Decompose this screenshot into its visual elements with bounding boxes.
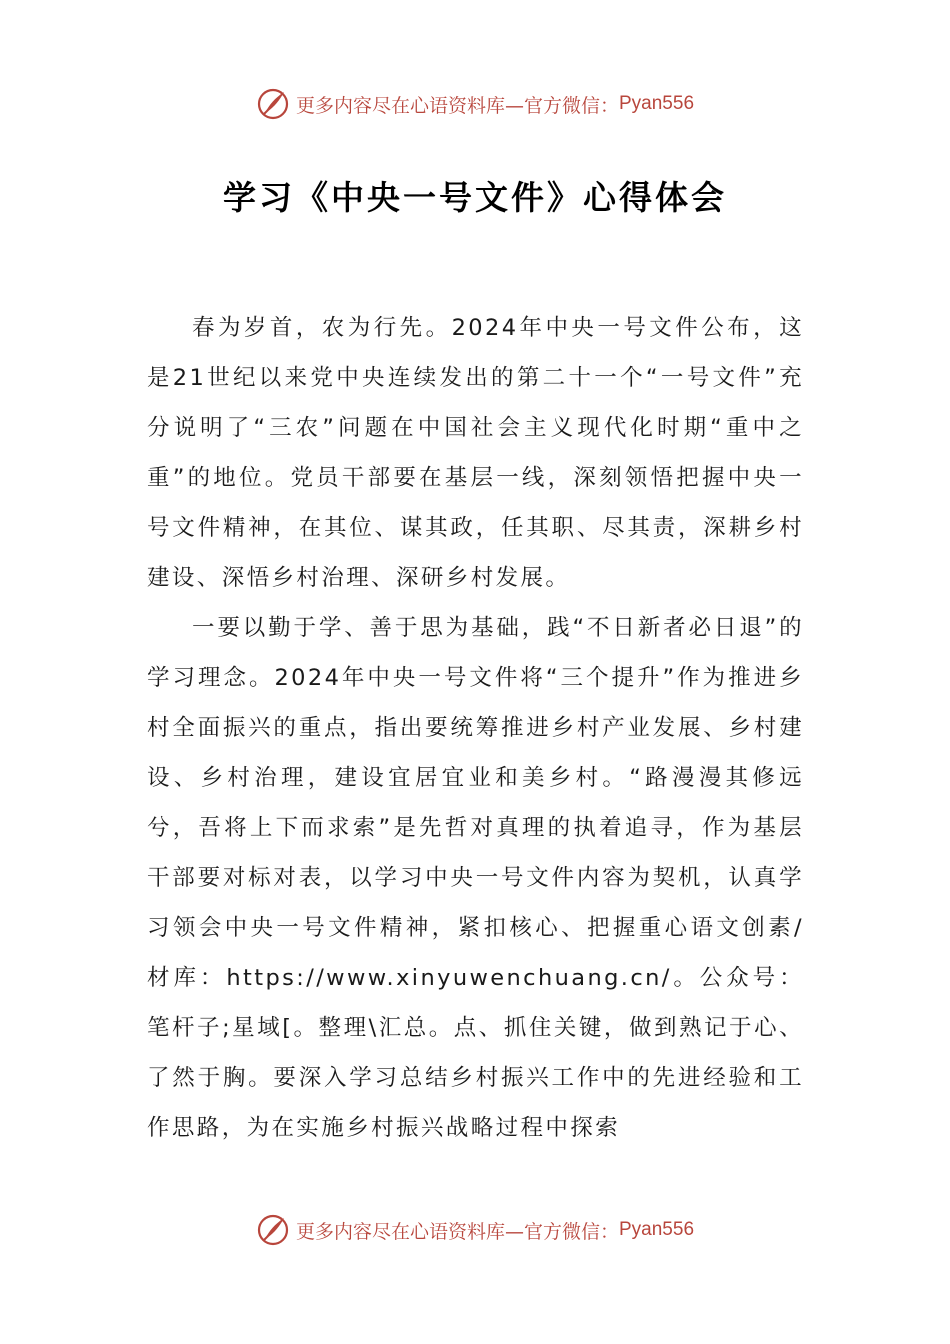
banner-text: 更多内容尽在心语资料库—官方微信： (295, 94, 619, 117)
banner-contact: Pyan556 (619, 1219, 695, 1240)
paragraph: 春为岁首，农为行先。2024年中央一号文件公布，这是21世纪以来党中央连续发出的第二十一个“一号文件”充分说明了“三农”问题在中国社会主义现代化时期“重中之重”的地位。党员干部要在基层一线，深刻领悟把握中央一号文件精神，在其位、谋其政，任其职、尽其责，深耕乡村建设、深悟乡村治理、深研乡村发展。 (147, 315, 804, 591)
document-body (147, 303, 804, 1153)
banner-contact: Pyan556 (619, 93, 695, 114)
quill-pen-logo-icon (256, 1213, 290, 1247)
header-watermark-banner (0, 84, 950, 124)
paragraph: 一要以勤于学、善于思为基础，践“不日新者必日退”的学习理念。2024年中央一号文件将“三个提升”作为推进乡村全面振兴的重点，指出要统筹推进乡村产业发展、乡村建设、乡村治理，建设宜居宜业和美乡村。“路漫漫其修远兮，吾将上下而求索”是先哲对真理的执着追寻，作为基层干部要对标对表，以学习中央一号文件内容为契机，认真学习领会中央一号文件精神，紧扣核心、把握重心语文创素/材库：https://www.xinyuwenchuang.cn/。公众号：笔杆子;星域[。整理\汇总。点、抓住关键，做到熟记于心、了然于胸。要深入学习总结乡村振兴工作中的先进经验和工作思路，为在实施乡村振兴战略过程中探索 (147, 615, 804, 1141)
document-title: 学习《中央一号文件》心得体会 (223, 178, 727, 217)
banner-text: 更多内容尽在心语资料库—官方微信： (295, 1220, 619, 1243)
quill-pen-logo-icon (256, 87, 290, 121)
footer-watermark-banner (0, 1210, 950, 1250)
